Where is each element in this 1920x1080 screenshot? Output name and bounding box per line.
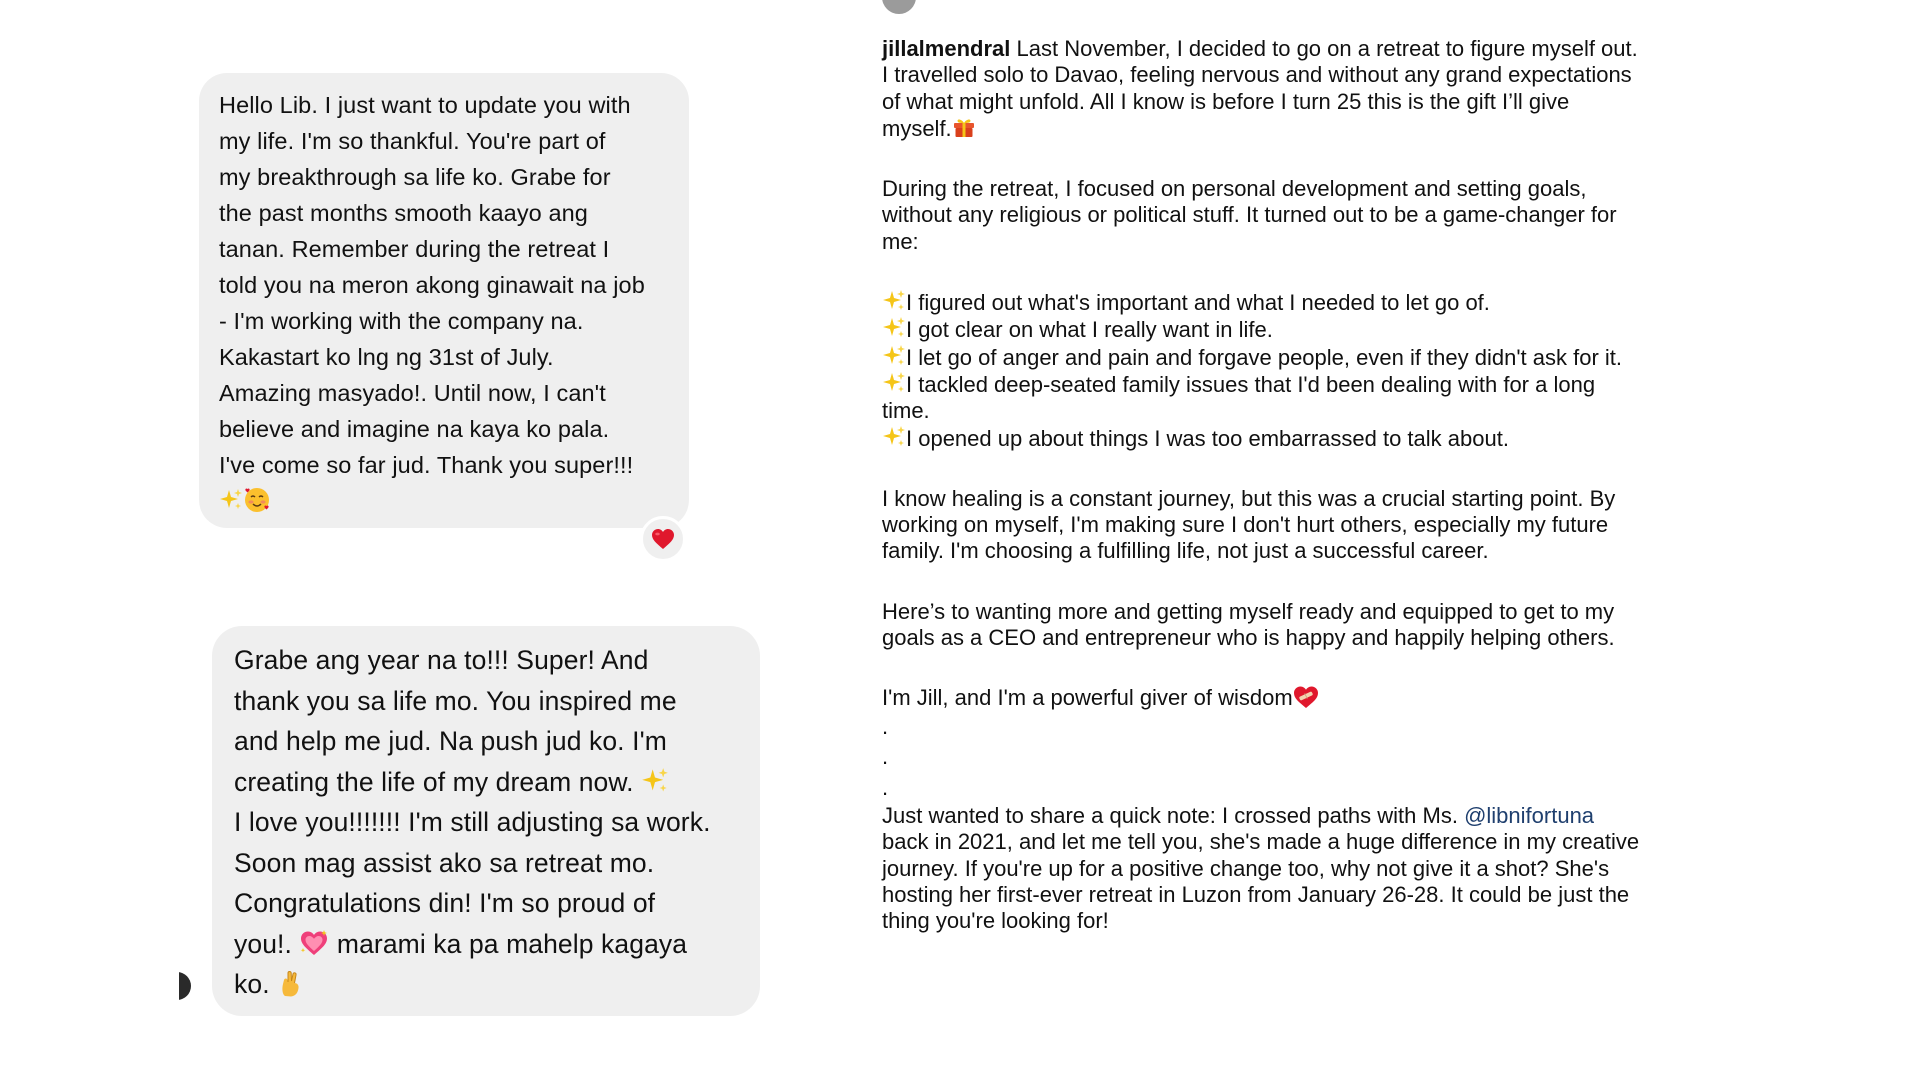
caption-dot: .	[882, 744, 889, 770]
caption-goals: Here’s to wanting more and getting myself ready and equipped to get to my goals as a CEO and entrepreneur who is happy and happily helping others.	[882, 598, 1615, 651]
sparkles-icon	[882, 289, 906, 313]
message-text-2	[234, 640, 740, 1005]
post-caption	[882, 36, 1642, 935]
message-text-1	[219, 87, 669, 519]
caption-bullet	[882, 371, 1642, 425]
sparkles-icon	[882, 344, 906, 368]
caption-dot: .	[882, 774, 889, 800]
bullet-text: I let go of anger and pain and forgave people, even if they didn't ask for it.	[906, 344, 1623, 370]
note-text-after: back in 2021, and let me tell you, she's made a huge difference in my creative journey. If you're up for a positive change too, why not give it a shot? She's hosting her first-ever retreat in Luzon from January 26-28. It could be just the thing you're looking for!	[882, 829, 1640, 934]
caption-bullet	[882, 289, 1642, 316]
bullet-text: I opened up about things I was too embarrassed to talk about.	[906, 425, 1509, 451]
sparkles-icon	[219, 486, 243, 510]
note-text-before: Just wanted to share a quick note: I crossed paths with Ms.	[882, 803, 1458, 829]
sparkles-icon	[882, 371, 906, 395]
sender-avatar[interactable]	[179, 972, 193, 1000]
affirmation-text: I'm Jill, and I'm a powerful giver of wisdom	[882, 685, 1293, 711]
caption-healing: I know healing is a constant journey, but this was a crucial starting point. By working on myself, I'm making sure I don't hurt others, especially my future family. I'm choosing a fulfilling life, not just a successful career.	[882, 485, 1616, 564]
bullet-text: I got clear on what I really want in life.	[906, 317, 1273, 343]
sparkles-icon	[882, 316, 906, 340]
message-2-part-2: I love you!!!!!!! I'm still adjusting sa work. Soon mag assist ako sa retreat mo. Congratulations din! I'm so proud of you!.	[234, 807, 711, 959]
caption-intro-text: Last November, I decided to go on a retreat to figure myself out. I travelled solo to Davao, feeling nervous and without any grand expectations of what might unfold. All I know is before I turn 25 this is the gift I’ll give myself.	[882, 36, 1638, 141]
gift-icon	[952, 115, 976, 139]
caption-note	[882, 803, 1642, 934]
caption-intro	[882, 36, 1642, 142]
sparkling-heart-icon	[299, 928, 329, 956]
caption-bullet	[882, 316, 1642, 343]
caption-retreat-focus: During the retreat, I focused on personal development and setting goals, without any religious or political stuff. It turned out to be a game-changer for me:	[882, 176, 1617, 254]
mention-link[interactable]: @libnifortuna	[1464, 803, 1595, 829]
caption-affirmation	[882, 685, 1642, 711]
smiling-face-with-hearts-icon	[243, 486, 271, 514]
message-2-part-3: marami ka pa mahelp kagaya	[336, 928, 688, 959]
crossed-fingers-icon	[277, 968, 305, 998]
red-heart-icon	[651, 528, 675, 550]
username-link[interactable]: jillalmendral	[882, 36, 1011, 61]
message-2-part-4: ko.	[234, 969, 270, 999]
mending-heart-icon	[1293, 685, 1319, 709]
poster-avatar[interactable]	[882, 0, 916, 14]
message-bubble-1[interactable]	[199, 73, 689, 528]
bullet-text: I tackled deep-seated family issues that I'd been dealing with for a long time.	[882, 371, 1596, 424]
message-reaction[interactable]	[640, 516, 686, 562]
message-bubble-2[interactable]	[212, 626, 760, 1016]
caption-bullet	[882, 344, 1642, 371]
message-2-part-1: Grabe ang year na to!!! Super! And thank you sa life mo. You inspired me and help me jud. Na push jud ko. I'm creating the life of my dream now.	[234, 645, 677, 797]
sparkles-icon	[882, 425, 906, 449]
caption-dot: .	[882, 713, 889, 739]
message-1-body: Hello Lib. I just want to update you with my life. I'm so thankful. You're part of my breakthrough sa life ko. Grabe for the past months smooth kaayo ang tanan. Remember during the retreat I told you na meron akong ginawait na job - I'm working with the company na. Kakastart ko lng ng 31st of July. Amazing masyado!. Until now, I can't believe and imagine na kaya ko pala. I've come so far jud. Thank you super!!!	[219, 92, 645, 478]
caption-bullet	[882, 425, 1642, 452]
sparkles-icon	[641, 766, 669, 794]
bullet-text: I figured out what's important and what I needed to let go of.	[906, 290, 1490, 316]
